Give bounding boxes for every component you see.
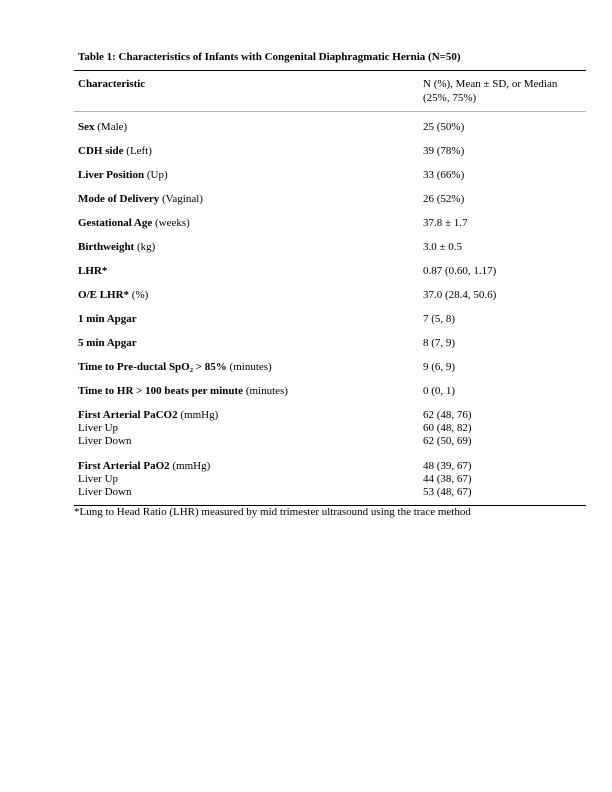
row-value: 9 (6, 9) xyxy=(423,361,456,373)
table-row xyxy=(74,355,586,379)
pao2-label-unit: (mmHg) xyxy=(169,460,211,472)
paco2-label-unit: (mmHg) xyxy=(177,409,219,421)
row-value: 3.0 ± 0.5 xyxy=(423,241,463,253)
table-row xyxy=(74,211,586,235)
row-label-bold: Sex xyxy=(78,121,95,133)
pao2-sub1-value: 44 (38, 67) xyxy=(423,473,472,485)
row-value: 26 (52%) xyxy=(423,193,465,205)
row-label-bold: Time to HR > 100 beats per minute xyxy=(78,385,244,397)
row-label-bold: O/E LHR* xyxy=(78,289,130,301)
header-characteristic: Characteristic xyxy=(78,78,146,90)
pao2-sub1-label: Liver Up xyxy=(78,473,119,485)
table-row xyxy=(74,307,586,331)
header-value-line1: N (%), Mean ± SD, or Median xyxy=(423,78,558,90)
table-row xyxy=(74,139,586,163)
row-value: 39 (78%) xyxy=(423,145,465,157)
table-row xyxy=(74,163,586,187)
row-label xyxy=(78,241,423,253)
row-label xyxy=(78,193,423,205)
table-row xyxy=(74,235,586,259)
header-value xyxy=(423,77,583,105)
pao2-value: 48 (39, 67) xyxy=(423,460,472,472)
row-label-bold: CDH side xyxy=(78,145,124,157)
row-label-bold: LHR* xyxy=(78,265,108,277)
row-label xyxy=(78,265,423,277)
row-label-unit: (Vaginal) xyxy=(159,193,203,205)
row-label-unit: (Up) xyxy=(144,169,168,181)
row-label-bold: Mode of Delivery xyxy=(78,193,160,205)
row-label xyxy=(78,169,423,181)
row-label-unit: (minutes) xyxy=(226,361,272,373)
row-label-bold: 5 min Apgar xyxy=(78,337,137,349)
row-label-unit: (kg) xyxy=(134,241,156,253)
table-header-row xyxy=(74,71,586,111)
table-row xyxy=(74,331,586,355)
pao2-sub2-value: 53 (48, 67) xyxy=(423,486,472,498)
row-value: 0.87 (0.60, 1.17) xyxy=(423,265,497,277)
row-label-bold: Birthweight xyxy=(78,241,135,253)
table-footnote: *Lung to Head Ratio (LHR) measured by mid trimester ultrasound using the trace method xyxy=(74,506,471,518)
row-value: 33 (66%) xyxy=(423,169,465,181)
header-value-line2: (25%, 75%) xyxy=(423,92,477,104)
row-value: 7 (5, 8) xyxy=(423,313,456,325)
row-label xyxy=(78,361,423,373)
table-caption: Table 1: Characteristics of Infants with Congenital Diaphragmatic Hernia (N=50) xyxy=(78,51,461,63)
table-row xyxy=(74,259,586,283)
row-label-unit: (weeks) xyxy=(152,217,190,229)
paco2-sub1-label: Liver Up xyxy=(78,422,119,434)
row-label-unit: (Male) xyxy=(94,121,128,133)
table-row xyxy=(74,283,586,307)
paco2-labels xyxy=(78,409,423,448)
row-label xyxy=(78,145,423,157)
pao2-sub2-label: Liver Down xyxy=(78,486,132,498)
row-label xyxy=(78,289,423,301)
table-row-pao2 xyxy=(74,454,586,505)
row-value: 25 (50%) xyxy=(423,121,465,133)
row-label xyxy=(78,121,423,133)
table-row xyxy=(74,379,586,403)
row-label xyxy=(78,385,423,397)
paco2-label xyxy=(78,409,423,422)
row-label-bold: Gestational Age xyxy=(78,217,153,229)
characteristics-table xyxy=(74,70,586,506)
row-label-unit: (minutes) xyxy=(243,385,288,397)
row-label-bold: Liver Position xyxy=(78,169,145,181)
row-label-unit: (%) xyxy=(129,289,149,301)
pao2-labels xyxy=(78,460,423,499)
row-label xyxy=(78,337,423,349)
paco2-label-bold: First Arterial PaCO2 xyxy=(78,409,178,421)
row-label-bold: 1 min Apgar xyxy=(78,313,137,325)
row-value: 37.0 (28.4, 50.6) xyxy=(423,289,497,301)
row-label xyxy=(78,217,423,229)
row-label-unit: (Left) xyxy=(123,145,152,157)
row-value: 37.8 ± 1.7 xyxy=(423,217,468,229)
row-value: 8 (7, 9) xyxy=(423,337,456,349)
row-label xyxy=(78,313,423,325)
paco2-values xyxy=(423,409,583,448)
table-row xyxy=(74,115,586,139)
paco2-value: 62 (48, 76) xyxy=(423,409,472,421)
pao2-values xyxy=(423,460,583,499)
table-row xyxy=(74,187,586,211)
paco2-sub2-label: Liver Down xyxy=(78,435,132,447)
row-label-bold: Time to Pre-ductal SpO₂ > 85% xyxy=(78,361,227,373)
pao2-label xyxy=(78,460,423,473)
paco2-sub2-value: 62 (50, 69) xyxy=(423,435,472,447)
paco2-sub1-value: 60 (48, 82) xyxy=(423,422,472,434)
pao2-label-bold: First Arterial PaO2 xyxy=(78,460,170,472)
row-value: 0 (0, 1) xyxy=(423,385,456,397)
table-row-paco2 xyxy=(74,403,586,454)
